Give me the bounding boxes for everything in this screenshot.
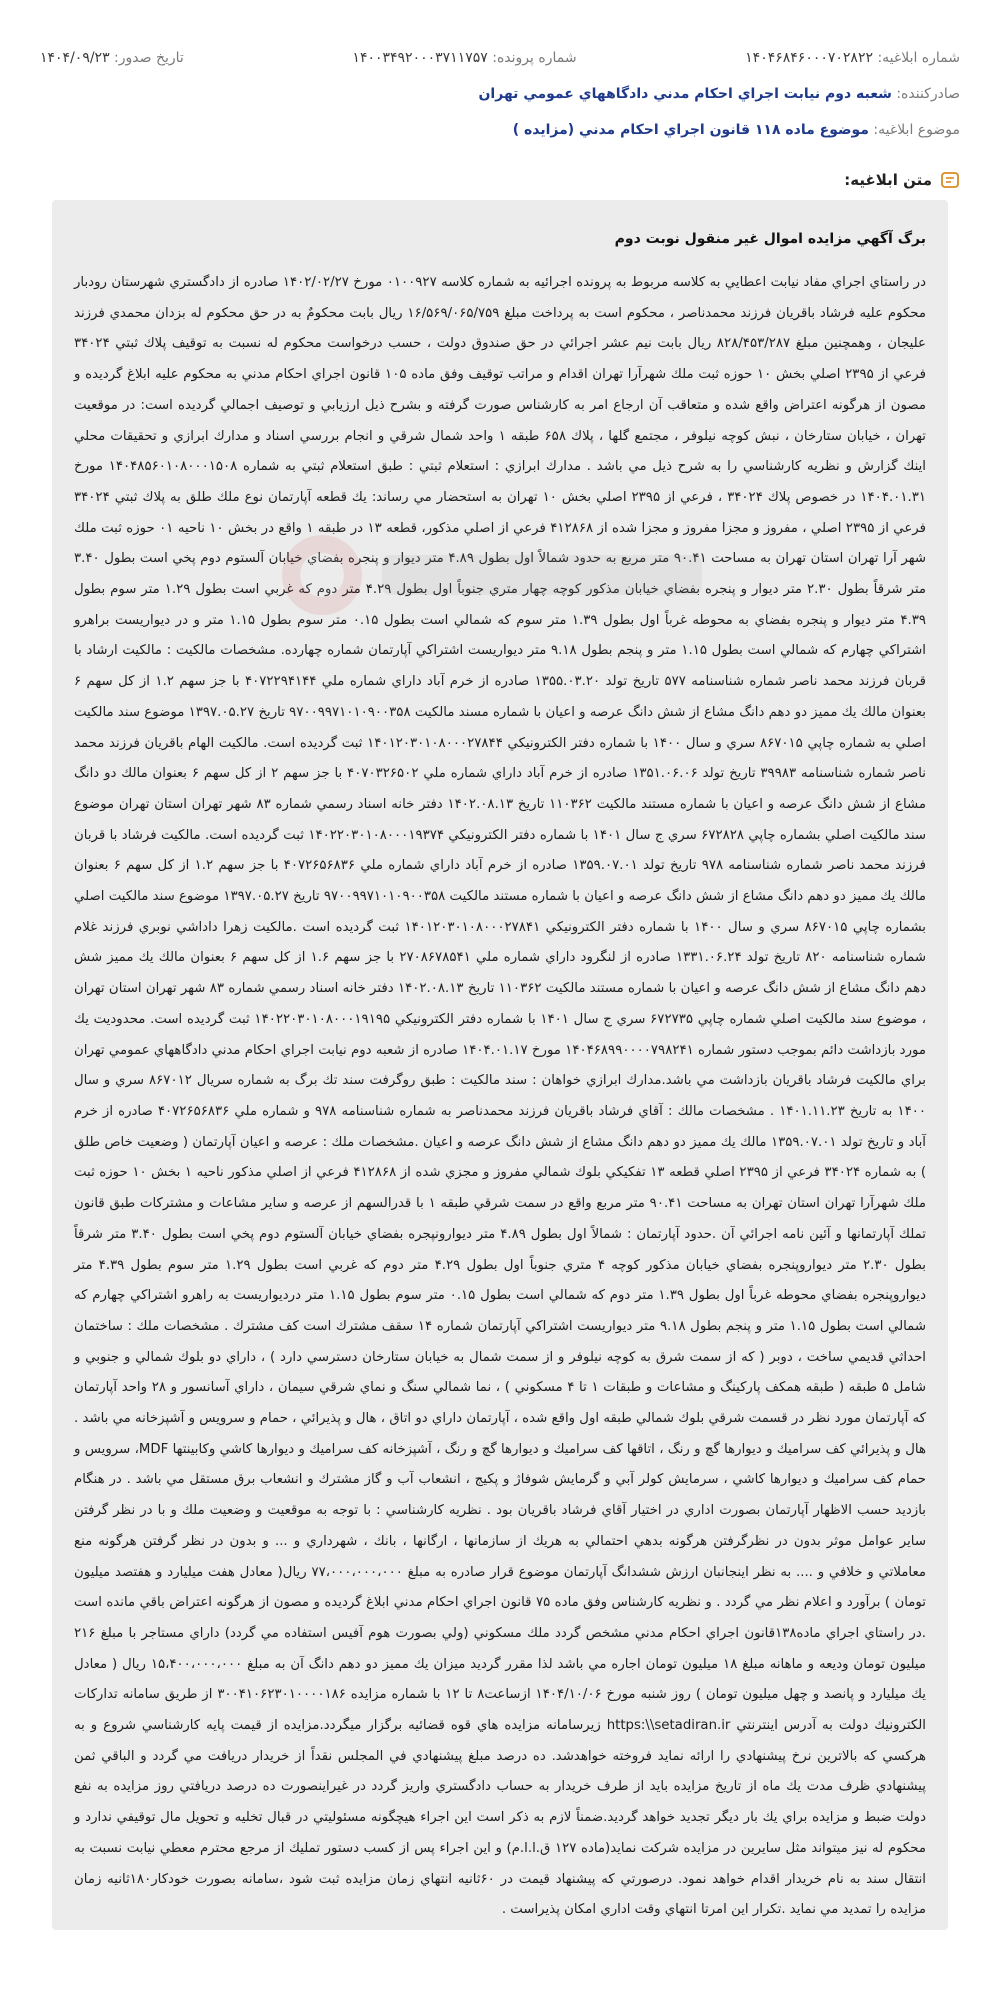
notice-number-label: شماره ابلاغیه: [877,50,960,66]
notice-body: در راستاي اجراي مفاد نيابت اعطايي به كلاسه مربوط به پرونده اجرائيه به شماره كلاسه ۰۱۰۰۹۲۷ مورخ ۱۴۰۲/۰۲/۲۷ صادره از دادگستري شهرستان رودبار محكوم عليه فرشاد باقريان فرزند محمدناصر ، محكوم است به پرداخت مبلغ ۱۶/۵۶۹/۰۶۵/۷۵۹ ريال بابت محكومٌ به در حق محكوم له بزدان محمدي فرزند عليجان ، وهمچنين مبلغ ۸۲۸/۴۵۳/۲۸۷ ريال بابت نيم عشر اجرائي در حق صندوق دولت ، حسب درخواست محكوم له نسبت به توقيف پلاك ثبتي ۳۴۰۲۴ فرعي از ۲۳۹۵ اصلي بخش ۱۰ حوزه ثبت ملك شهرآرا تهران اقدام و مراتب توقيف وفق ماده ۱۰۵ قانون اجراي احكام مدني به محكوم عليه ابلاغ گرديده و مصون از هرگونه اعتراض واقع شده و متعاقب آن ارجاع امر به كارشناس صورت گرفته و بشرح ذيل ارزيابي و توصيف اجمالي گرديده است: در موقعيت تهران ، خيابان ستارخان ، نبش كوچه نيلوفر ، مجتمع گلها ، پلاك ۶۵۸ طبقه ۱ واحد شمال شرقي و انجام بررسي اسناد و مدارك ابرازي و تحقيقات محلي اينك گزارش و نظريه كارشناسي را به شرح ذيل مي باشد . مدارك ابرازي : استعلام ثبتي : طبق استعلام ثبتي به شماره ۱۴۰۴۸۵۶۰۱۰۸۰۰۰۱۵۰۸ مورخ ۱۴۰۴.۰۱.۳۱ در خصوص پلاك ۳۴۰۲۴ ، فرعي از ۲۳۹۵ اصلي بخش ۱۰ تهران به استحضار مي رساند: يك قطعه آپارتمان نوع ملك طلق به پلاك ثبتي ۳۴۰۲۴ فرعي از ۲۳۹۵ اصلي ، مفروز و مجزا مفروز و مجزا شده از ۴۱۲۸۶۸ فرعي از اصلي مذكور، قطعه ۱۳ در طبقه ۱ واقع در بخش ۱۰ ناحيه ۰۱ حوزه ثبت ملك شهر آرا تهران استان تهران به مساحت ۹۰.۴۱ متر مربع به حدود شمالاً اول بطول ۴.۸۹ متر ديوار و پنجره بفضاي خيابان آلستوم دوم پخي است بطول ۳.۴۰ متر شرقاً بطول ۲.۳۰ متر ديوار و پنجره بفضاي خيابان مذكور كوچه چهار متري جنوباً اول بطول ۴.۲۹ متر دوم كه غربي است بطول ۱.۲۹ متر سوم بطول ۴.۳۹ متر ديوار و پنجره بفضاي به محوطه غرباً اول بطول ۱.۳۹ متر سوم كه شمالي است بطول ۰.۱۵ متر سوم بطول ۱.۱۵ متر و در ديواريست براهرو اشتراكي چهارم كه شمالي است بطول ۱.۱۵ متر و پنجم بطول ۹.۱۸ متر ديواريست اشتراكي آپارتمان شماره چهارده. مشخصات مالكيت : مالكيت ارشاد با قربان فرزند محمد ناصر شماره شناسنامه ۵۷۷ تاريخ تولد ۱۳۵۵.۰۳.۲۰ صادره از خرم آباد داراي شماره ملي ۴۰۷۲۲۹۴۱۴۴ با جز سهم ۱.۲ از كل سهم ۶ بعنوان مالك يك مميز دو دهم دانگ مشاع از شش دانگ عرصه و اعيان با شماره مسند مالكيت ۹۷۰۰۹۹۷۱۰۱۰۹۰۰۳۵۸ تاريخ ۱۳۹۷.۰۵.۲۷ موضوع سند مالكيت اصلي به شماره چاپي ۸۶۷۰۱۵ سري و سال ۱۴۰۰ با شماره دفتر الكترونيكي ۱۴۰۱۲۰۳۰۱۰۸۰۰۰۲۷۸۴۴ ثبت گرديده است. مالكيت الهام باقريان فرزند محمد ناصر شماره شناسنامه ۳۹۹۸۳ تاريخ تولد ۱۳۵۱.۰۶.۰۶ صادره از خرم آباد داراي شماره ملي ۴۰۷۰۳۲۶۵۰۲ با جز سهم ۲ از كل سهم ۶ بعنوان مالك دو دانگ مشاع از شش دانگ عرصه و اعيان با شماره مستند مالكيت ۱۱۰۳۶۲ تاريخ ۱۴۰۲.۰۸.۱۳ دفتر خانه اسناد رسمي شماره ۸۳ شهر تهران استان تهران موضوع سند مالكيت اصلي بشماره چاپي ۶۷۲۸۲۸ سري ج سال ۱۴۰۱ با شماره دفتر الكترونيكي ۱۴۰۲۲۰۳۰۱۰۸۰۰۰۱۹۳۷۴ ثبت گرديده است. مالكيت فرشاد با قربان فرزند محمد ناصر شماره شناسنامه ۹۷۸ تاريخ تولد ۱۳۵۹.۰۷.۰۱ صادره از خرم آباد داراي شماره ملي ۴۰۷۲۶۵۶۸۳۶ با جز سهم ۱.۲ از كل سهم ۶ بعنوان مالك يك مميز دو دهم دانگ مشاع از شش دانگ عرصه و اعيان با شماره مستند مالكيت ۹۷۰۰۹۹۷۱۰۱۰۹۰۰۳۵۸ تاريخ ۱۳۹۷.۰۵.۲۷ موضوع سند مالكيت اصلي بشماره چاپي ۸۶۷۰۱۵ سري و سال ۱۴۰۰ با شماره دفتر الكترونيكي ۱۴۰۱۲۰۳۰۱۰۸۰۰۰۲۷۸۴۱ ثبت گرديده است .مالكيت زهرا داداشي نوبري فرزند غلام شماره شناسنامه ۸۲۰ تاريخ تولد ۱۳۳۱.۰۶.۲۴ صادره از لنگرود داراي شماره ملي ۲۷۰۸۶۷۸۵۴۱ با جز سهم ۱.۶ از كل سهم ۶ بعنوان مالك يك مميز شش دهم دانگ مشاع از شش دانگ عرصه و اعيان با شماره مستند مالكيت ۱۱۰۳۶۲ تاريخ ۱۴۰۲.۰۸.۱۳ دفتر خانه اسناد رسمي شماره ۸۳ شهر تهران استان تهران ، موضوع سند مالكيت اصلي شماره چاپي ۶۷۲۷۳۵ سري ج سال ۱۴۰۱ با شماره دفتر الكترونيكي ۱۴۰۲۲۰۳۰۱۰۸۰۰۰۱۹۱۹۵ ثبت گرديده است. محدوديت يك مورد بازداشت دائم بموجب دستور شماره ۱۴۰۴۶۸۹۹۰۰۰۰۷۹۸۲۴۱ مورخ ۱۴۰۴.۰۱.۱۷ صادره از شعبه دوم نيابت اجراي احكام مدني دادگاههاي عمومي تهران براي مالكيت فرشاد باقريان بازداشت مي باشد.مدارك ابرازي خواهان : سند مالكيت : طبق روگرفت سند تك برگ به شماره سريال ۸۶۷۰۱۲ سري و سال ۱۴۰۰ به تاريخ ۱۴۰۱.۱۱.۲۳ . مشخصات مالك : آقاي فرشاد باقريان فرزند محمدناصر به شماره شناسنامه ۹۷۸ و شماره ملي ۴۰۷۲۶۵۶۸۳۶ صادره از خرم آباد و تاريخ تولد ۱۳۵۹.۰۷.۰۱ مالك يك مميز دو دهم دانگ مشاع از شش دانگ عرصه و اعيان .مشخصات ملك : عرصه و اعيان آپارتمان ( وضعيت خاص طلق ) به شماره ۳۴۰۲۴ فرعي از ۲۳۹۵ اصلي قطعه ۱۳ تفكيكي بلوك شمالي مفروز و مجزي شده از ۴۱۲۸۶۸ فرعي از اصلي مذكور ناحيه ۱ بخش ۱۰ حوزه ثبت ملك شهرآرا تهران استان تهران به مساحت ۹۰.۴۱ متر مربع واقع در سمت شرقي طبقه ۱ با قدرالسهم از عرصه و ساير مشاعات و مشتركات طبق قانون تملك آپارتمانها و آئين نامه اجرائي آن .حدود آپارتمان : شمالاً اول بطول ۴.۸۹ متر ديوارونپجره بفضاي خيابان آلستوم دوم پخي است بطول ۳.۴۰ متر شرقاً بطول ۲.۳۰ متر ديواروپنجره بفضاي خيابان مذكور كوچه ۴ متري جنوباً اول بطول ۴.۲۹ متر دوم كه غربي است بطول ۱.۲۹ متر سوم بطول ۴.۳۹ متر ديواروپنجره بفضاي محوطه غرباً اول بطول ۱.۳۹ متر دوم كه شمالي است بطول ۰.۱۵ متر سوم بطول ۱.۱۵ متر درديواريست به راهرو اشتراكي چهارم كه شمالي است بطول ۱.۱۵ متر و پنجم بطول ۹.۱۸ متر ديواريست اشتراكي آپارتمان شماره ۱۴ سقف مشترك است كف مشترك . مشخصات ملك : ساختمان احداثي قديمي ساخت ، دوبر ( كه از سمت شرق به كوچه نيلوفر و از سمت شمال به خيابان ستارخان دسترسي دارد ) ، داراي دو بلوك شمالي و جنوبي و شامل ۵ طبقه ( طبقه همكف پاركينگ و مشاعات و طبقات ۱ تا ۴ مسكوني ) ، نما شمالي سنگ و نماي شرقي سيمان ، داراي آسانسور و ۲۸ واحد آپارتمان كه آپارتمان مورد نظر در قسمت شرقي بلوك شمالي طبقه اول واقع شده ، آپارتمان داراي دو اتاق ، هال و پذيرائي ، حمام و سرويس و آشپزخانه مي باشد . هال و پذيرائي كف سراميك و ديوارها گچ و رنگ ، اتاقها كف سراميك و ديوارها گچ و رنگ ، آشپزخانه كف سراميك و ديوارها كاشي وكابينتها MDF، سرويس و حمام كف سراميك و ديوارها كاشي ، سرمايش كولر آبي و گرمايش شوفاژ و پكيج ، انشعاب آب و گاز مشترك و انشعاب برق مستقل مي باشد . در هنگام بازديد حسب الاظهار آپارتمان بصورت اداري در اختيار آقاي فرشاد باقريان بود . نظريه كارشناسي : با توجه به موقعيت و وضعيت ملك و با در نظر گرفتن ساير عوامل موثر بدون در نظرگرفتن هرگونه بدهي احتمالي به هريك از سازمانها ، ارگانها ، بانك ، شهرداري و ... و بدون در نظر گرفتن هرگونه منع معاملاتي و خلافي و .... به نظر اينجانبان ارزش ششدانگ آپارتمان موضوع قرار صادره به مبلغ ۷۷،۰۰۰،۰۰۰،۰۰۰ ريال( معادل هفت ميليارد و هفتصد ميليون تومان ) برآورد و اعلام نظر مي گردد . و نظريه كارشناس وفق ماده ۷۵ قانون اجراي احكام مدني ابلاغ گرديده و مصون از هرگونه اعتراض باقي مانده است .در راستاي اجراي ماده۱۳۸قانون اجراي احكام مدني مشخص گردد ملك مسكوني (ولي بصورت هوم آفيس استفاده مي گردد) داراي مستاجر با مبلغ ۲۱۶ ميليون تومان وديعه و ماهانه مبلغ ۱۸ ميليون تومان اجاره مي باشد لذا مقرر گرديد ميزان يك مميز دو دهم دانگ آن به مبلغ ۱۵،۴۰۰،۰۰۰،۰۰۰ ريال ( معادل يك ميليارد و پانصد و چهل ميليون تومان ) روز شنبه مورخ ۱۴۰۴/۱۰/۰۶ ازساعت۸ تا ۱۲ با شماره مزايده ۳۰۰۴۱۰۶۲۳۰۱۰۰۰۰۱۸۶ از طريق سامانه تداركات الكترونيك دولت به آدرس اينترنتي https:\\setadiran.ir زيرسامانه مزايده هاي قوه قضائيه برگزار ميگردد.مزايده از قيمت پايه كارشناسي شروع و به هركسي كه بالاترين نرخ پيشنهادي را ارائه نمايد فروخته خواهدشد. ده درصد مبلغ پيشنهادي في المجلس نقداً از خريدار دريافت مي گردد و الباقي ثمن پيشنهادي ظرف مدت يك ماه از تاريخ مزايده بايد از طرف خريدار به حساب دادگستري واريز گردد در غيراينصورت ده درصد دريافتي روز مزايده به نفع دولت ضبط و مزايده براي يك بار ديگر تجديد خواهد گرديد.ضمناً لازم به ذكر است اين اجراء هيچگونه مسئوليتي در قبال تخليه و تحويل مال توقيفي ندارد و محكوم له نيز ميتواند مثل سايرين در مزايده شركت نمايد(ماده ۱۲۷ ق.ا.ا.م) و اين اجراء پس از كسب دستور تمليك از مرجع محترم معطي نيابت نسبت به انتقال سند به نام خريدار اقدام خواهد نمود. درصورتي كه پيشنهاد قيمت در ۶۰ثانيه انتهاي زمان مزايده ثبت شود ،سامانه بصورت خودكار۱۸۰ثانيه زمان مزايده را تمديد مي نمايد .تكرار اين امرتا انتهاي وقت اداري امكان پذيراست . [74,275,927,1918]
issue-date [40,48,184,68]
notice-text-heading [844,170,960,190]
case-number [352,48,576,68]
issue-date-value: ۱۴۰۴/۰۹/۲۳ [40,50,110,66]
case-number-value: ۱۴۰۰۳۴۹۲۰۰۰۳۷۱۱۷۵۷ [352,50,488,66]
issuer-row [40,84,960,104]
issuer-value: شعبه دوم نيابت اجراي احكام مدني دادگاههاي عمومي تهران [478,86,892,102]
issue-date-label: تاریخ صدور: [114,50,184,66]
notice-content-box [52,200,948,1930]
subject-row [40,120,960,140]
subject-label: موضوع ابلاغیه: [873,122,960,138]
notice-number [745,48,960,68]
document-icon [940,170,960,190]
notice-title: برگ آگهي مزايده اموال غير منقول نوبت دوم [614,231,926,247]
notice-meta-row [40,48,960,68]
issuer-label: صادرکننده: [896,86,960,102]
subject-value: موضوع ماده ۱۱۸ قانون اجراي احكام مدني (مزايده ) [512,122,869,138]
case-number-label: شماره پرونده: [492,50,577,66]
notice-text-heading-label: متن ابلاغیه: [844,171,932,189]
notice-number-value: ۱۴۰۴۶۸۴۶۰۰۰۷۰۲۸۲۲ [745,50,873,66]
